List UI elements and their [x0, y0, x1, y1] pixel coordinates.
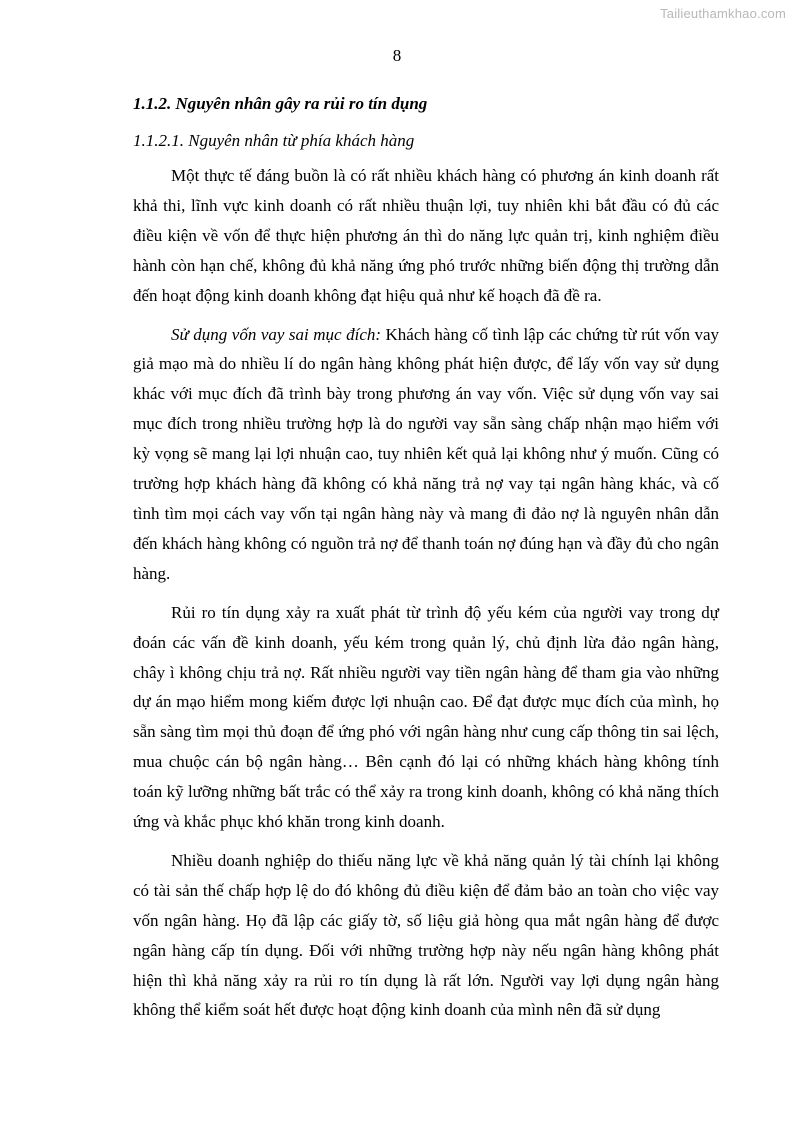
paragraph-text: Khách hàng cố tình lập các chứng từ rút vốn vay giả mạo mà do nhiều lí do ngân hàng không phát hiện được, để lấy vốn vay sử dụng khác với mục đích đã trình bày trong phương án vay vốn. Việc sử dụng vốn vay sai mục đích trong nhiều trường hợp là do người vay sẵn sàng chấp nhận mạo hiểm với kỳ vọng sẽ mang lại lợi nhuận cao, tuy nhiên kết quả lại không như ý muốn. Cũng có trường hợp khách hàng đã không có khả năng trả nợ vay tại ngân hàng khác, và cố tình tìm mọi cách vay vốn tại ngân hàng này và mang đi đảo nợ là nguyên nhân dẫn đến khách hàng không có nguồn trả nợ để thanh toán nợ đúng hạn và đầy đủ cho ngân hàng.: [133, 324, 720, 583]
page-number: 8: [392, 46, 402, 65]
paragraph-text: Một thực tế đáng buồn là có rất nhiều khách hàng có phương án kinh doanh rất khả thi, lĩnh vực kinh doanh có rất nhiều thuận lợi, tuy nhiên khi bắt đầu có đủ các điều kiện về vốn để thực hiện phương án thì do năng lực quản trị, kinh nghiệm điều hành còn hạn chế, không đủ khả năng ứng phó trước những biến động thị trường dẫn đến hoạt động kinh doanh không đạt hiệu quả như kế hoạch đã đề ra.: [133, 166, 719, 305]
paragraph-lead: Sử dụng vốn vay sai mục đích:: [171, 324, 382, 344]
section-heading: 1.1.2. Nguyên nhân gây ra rủi ro tín dụng: [133, 94, 428, 113]
paragraph: [133, 598, 719, 837]
paragraph-text: Rủi ro tín dụng xảy ra xuất phát từ trình độ yếu kém của người vay trong dự đoán các vấn đề kinh doanh, yếu kém trong quản lý, chủ định lừa đảo ngân hàng, chây ì không chịu trả nợ. Rất nhiều người vay tiền ngân hàng để tham gia vào những dự án mạo hiểm mong kiếm được lợi nhuận cao. Để đạt được mục đích của mình, họ sẵn sàng tìm mọi thủ đoạn để ứng phó với ngân hàng như cung cấp thông tin sai lệch, mua chuộc cán bộ ngân hàng… Bên cạnh đó lại có những khách hàng không tính toán kỹ lưỡng những bất trắc có thể xảy ra trong kinh doanh, không có khả năng thích ứng và khắc phục khó khăn trong kinh doanh.: [133, 602, 719, 832]
watermark: Tailieuthamkhao.com: [660, 6, 786, 21]
subsection-heading: 1.1.2.1. Nguyên nhân từ phía khách hàng: [133, 131, 415, 150]
paragraph-text: Nhiều doanh nghiệp do thiếu năng lực về khả năng quản lý tài chính lại không có tài sản thế chấp hợp lệ do đó không đủ điều kiện để đảm bảo an toàn cho việc vay vốn ngân hàng. Họ đã lập các giấy tờ, số liệu giả hòng qua mắt ngân hàng để được ngân hàng cấp tín dụng. Đối với những trường hợp này nếu ngân hàng không phát hiện thì khả năng xảy ra rủi ro tín dụng là rất lớn. Người vay lợi dụng ngân hàng không thể kiểm soát hết được hoạt động kinh doanh của mình nên đã sử dụng: [133, 850, 719, 1020]
paragraph: [133, 320, 719, 589]
paragraph: [133, 846, 719, 1025]
document-body: [133, 92, 719, 1034]
paragraph: [133, 161, 719, 311]
